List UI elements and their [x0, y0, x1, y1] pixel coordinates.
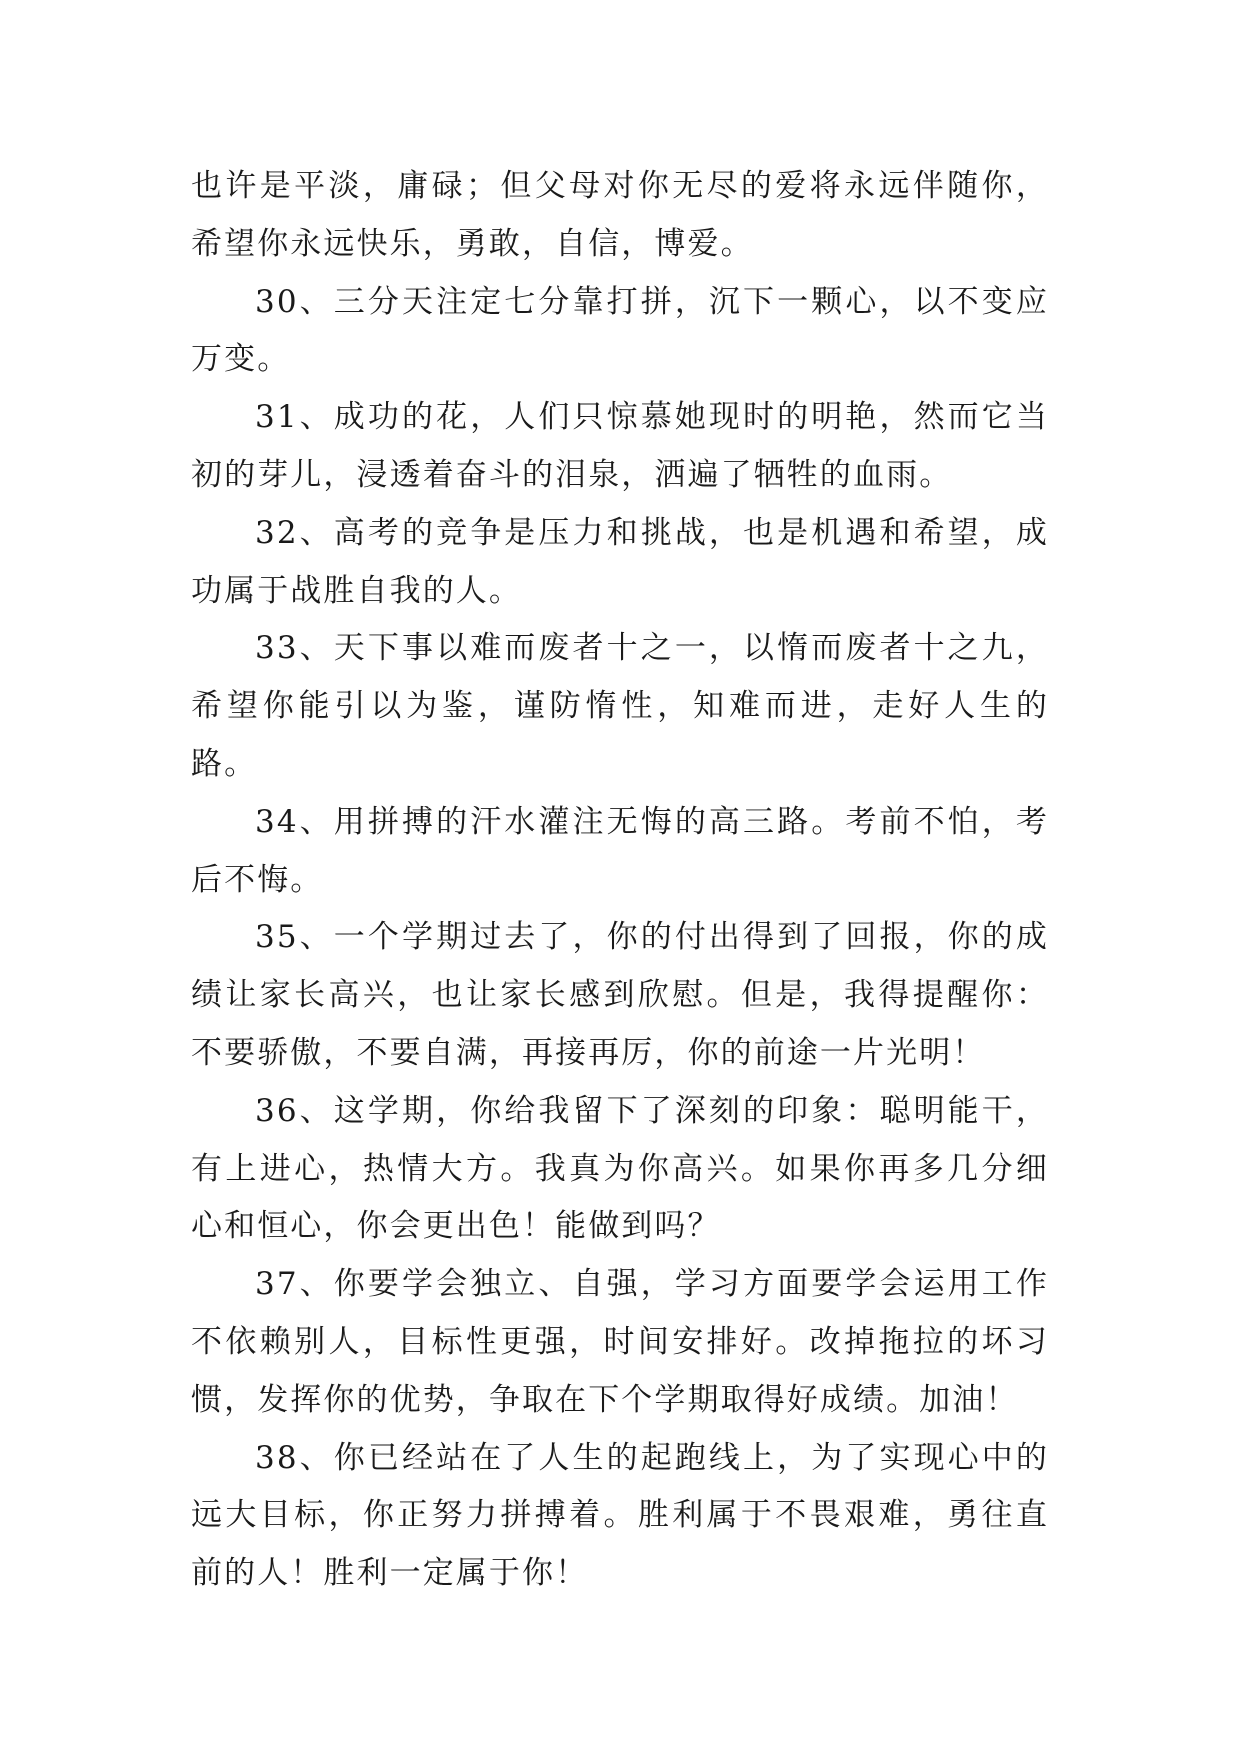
paragraph-34: 34、用拼搏的汗水灌注无悔的高三路。考前不怕，考后不悔。	[191, 803, 1049, 898]
paragraph-31: 31、成功的花，人们只惊慕她现时的明艳，然而它当初的芽儿，浸透着奋斗的泪泉，洒遍了牺牲的血雨。	[191, 399, 1049, 493]
paragraph-continuation: 也许是平淡，庸碌；但父母对你无尽的爱将永远伴随你，希望你永远快乐，勇敢，自信，博爱。	[191, 168, 1049, 262]
paragraph-38: 38、你已经站在了人生的起跑线上，为了实现心中的远大目标，你正努力拼搏着。胜利属于不畏艰难，勇往直前的人！胜利一定属于你！	[191, 1439, 1049, 1592]
paragraph-36: 36、这学期，你给我留下了深刻的印象：聪明能干，有上进心，热情大方。我真为你高兴。如果你再多几分细心和恒心，你会更出色！能做到吗？	[191, 1092, 1049, 1245]
document-body	[191, 158, 1049, 1603]
paragraph-30: 30、三分天注定七分靠打拼，沉下一颗心，以不变应万变。	[191, 283, 1049, 378]
paragraph-33: 33、天下事以难而废者十之一，以惰而废者十之九，希望你能引以为鉴，谨防惰性，知难而进，走好人生的路。	[191, 630, 1049, 782]
paragraph-32: 32、高考的竞争是压力和挑战，也是机遇和希望，成功属于战胜自我的人。	[191, 514, 1049, 609]
paragraph-37: 37、你要学会独立、自强，学习方面要学会运用工作不依赖别人，目标性更强，时间安排好。改掉拖拉的坏习惯，发挥你的优势，争取在下个学期取得好成绩。加油！	[191, 1266, 1049, 1418]
paragraph-35: 35、一个学期过去了，你的付出得到了回报，你的成绩让家长高兴，也让家长感到欣慰。但是，我得提醒你：不要骄傲，不要自满，再接再厉，你的前途一片光明！	[191, 919, 1049, 1071]
